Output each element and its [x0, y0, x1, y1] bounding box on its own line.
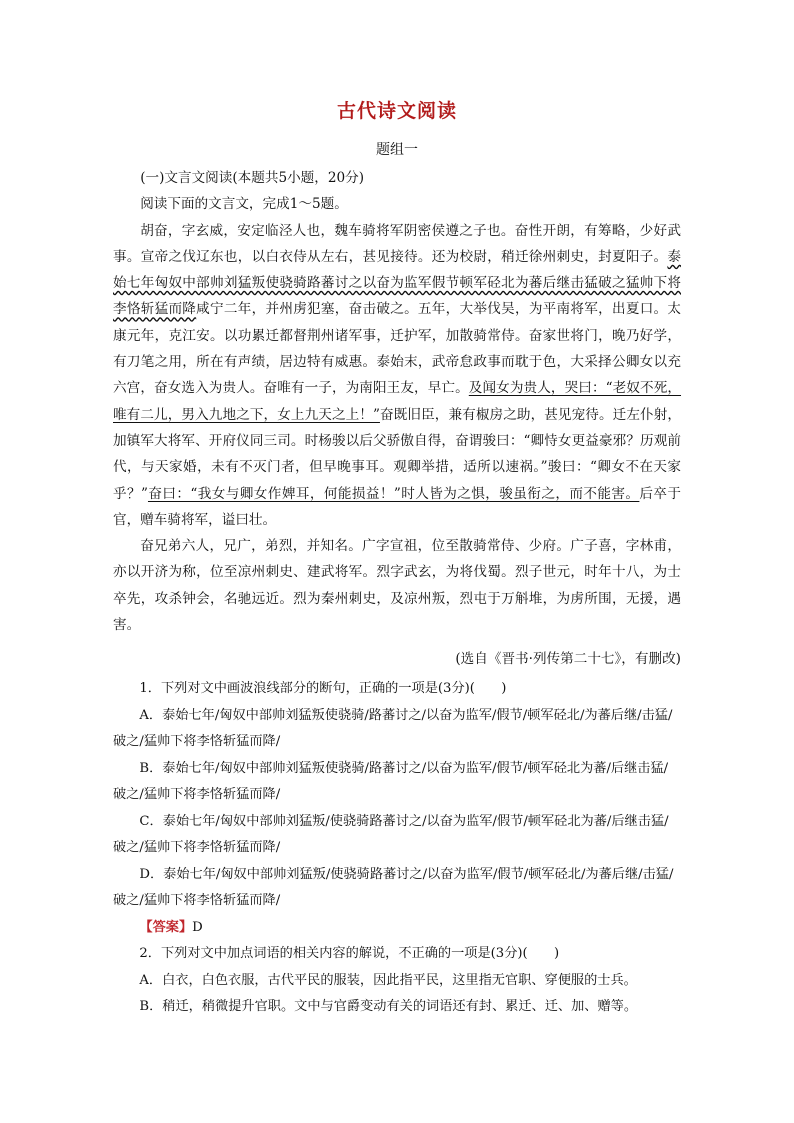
question-1-option-c: C．泰始七年/匈奴中部帅刘猛叛/使骁骑路蕃讨之/以奋为监军/假节/顿军硁北为蕃/后继击猛/破之/猛帅下将李恪斩猛而降/ [113, 813, 669, 856]
answer-value: D [192, 919, 203, 935]
passage-text: 胡奋，字玄威，安定临泾人也，魏车骑将军阴密侯遵之子也。奋性开朗，有筹略，少好武事。宣帝之伐辽东也，以白衣侍从左右，甚见接待。还为校尉，稍迁徐州刺史，封夏阳子。 [113, 222, 681, 265]
passage-paragraph-2: 奋兄弟六人，兄广，弟烈，并知名。广字宣祖，位至散骑常侍、少府。广子喜，字林甫，亦以开济为称，位至凉州刺史、建武将军。烈字武玄，为将伐蜀。烈子世元，时年十八，为士卒先，攻杀钟会，名驰远近。烈为秦州刺史，及凉州叛，烈屯于万斛堆，为虏所围，无援，遇害。 [113, 538, 681, 634]
passage-text: 奋既旧臣，兼有椒房之助，甚见宠待。迁左仆射，加镇军大将军、开府仪同三司。时杨骏以后父骄傲自得，奋谓骏曰：“卿恃女更益豪邪？历观前代，与天家婚，未有不灭门者，但早晚事耳。观卿举措，适所以速祸。”骏曰：“卿女不在天家乎？” [113, 406, 682, 502]
answer-label: 【答案】 [139, 919, 193, 935]
question-1-option-a: A．泰始七年/匈奴中部帅刘猛叛使骁骑/路蕃讨之/以奋为监军/假节/顿军硁北/为蕃后继/击猛/破之/猛帅下将李恪斩猛而降/ [113, 707, 673, 750]
section-heading: (一)文言文阅读(本题共5小题，20分) [140, 170, 365, 186]
question-1-stem: 1．下列对文中画波浪线部分的断句，正确的一项是(3分)( ) [139, 681, 507, 697]
instruction-text: 阅读下面的文言文，完成1～5题。 [140, 196, 348, 213]
wavy-underlined-passage: 泰始七年匈奴中部帅刘猛叛使骁骑路蕃讨之以奋为监军假节顿军硁北为蕃后继击猛破之猛帅下将李恪斩猛而降 [113, 248, 681, 318]
question-2-option-a: A．白衣，白色衣服，古代平民的服装，因此指平民，这里指无官职、穿便服的士兵。 [139, 972, 637, 988]
passage-text: 咸宁二年，并州虏犯塞，奋击破之。五年，大举伐吴，为平南将军，出夏口。太康元年，克江安。以功累迁都督荆州诸军事，迁护军，加散骑常侍。奋家世将门，晚乃好学，有刀笔之用，所在有声绩，居边特有威惠。泰始末，武帝怠政事而耽于色，大采择公卿女以充六宫，奋女选入为贵人。奋唯有一子，为南阳王友，早亡。 [113, 301, 682, 397]
question-1-option-d: D．泰始七年/匈奴中部帅刘猛叛/使骁骑路蕃讨之/以奋为监军/假节/顿军硁北/为蕃后继/击猛/破之/猛帅下将李恪斩猛而降/ [113, 866, 674, 909]
question-2-stem: 2．下列对文中加点词语的相关内容的解说，不正确的一项是(3分)( ) [139, 946, 560, 962]
question-1-option-b: B．泰始七年/匈奴中部帅刘猛叛使骁骑/路蕃讨之/以奋为监军/假节/顿军硁北为蕃/后继击猛/破之/猛帅下将李恪斩猛而降/ [113, 760, 669, 803]
question-1-answer [113, 915, 681, 942]
underlined-sentence-1: 及闻女为贵人，哭曰：“老奴不死，唯有二儿，男入九地之下，女上九天之上！” [113, 380, 682, 423]
page-title: 古代诗文阅读 [336, 100, 457, 122]
passage-paragraph-1 [113, 218, 681, 534]
source-citation: (选自《晋书·列传第二十七》，有删改) [455, 651, 681, 668]
underlined-sentence-2: 奋曰：“我女与卿女作婢耳，何能损益！”时人皆为之惧，骏虽衔之，而不能害。 [147, 485, 640, 502]
question-2-option-b: B．稍迁，稍微提升官职。文中与官爵变动有关的词语还有封、累迁、迁、加、赠等。 [139, 999, 638, 1015]
group-heading: 题组一 [376, 142, 418, 158]
document-page [113, 92, 681, 1021]
passage-text: 后卒于官，赠车骑将军，谥曰壮。 [113, 485, 682, 528]
